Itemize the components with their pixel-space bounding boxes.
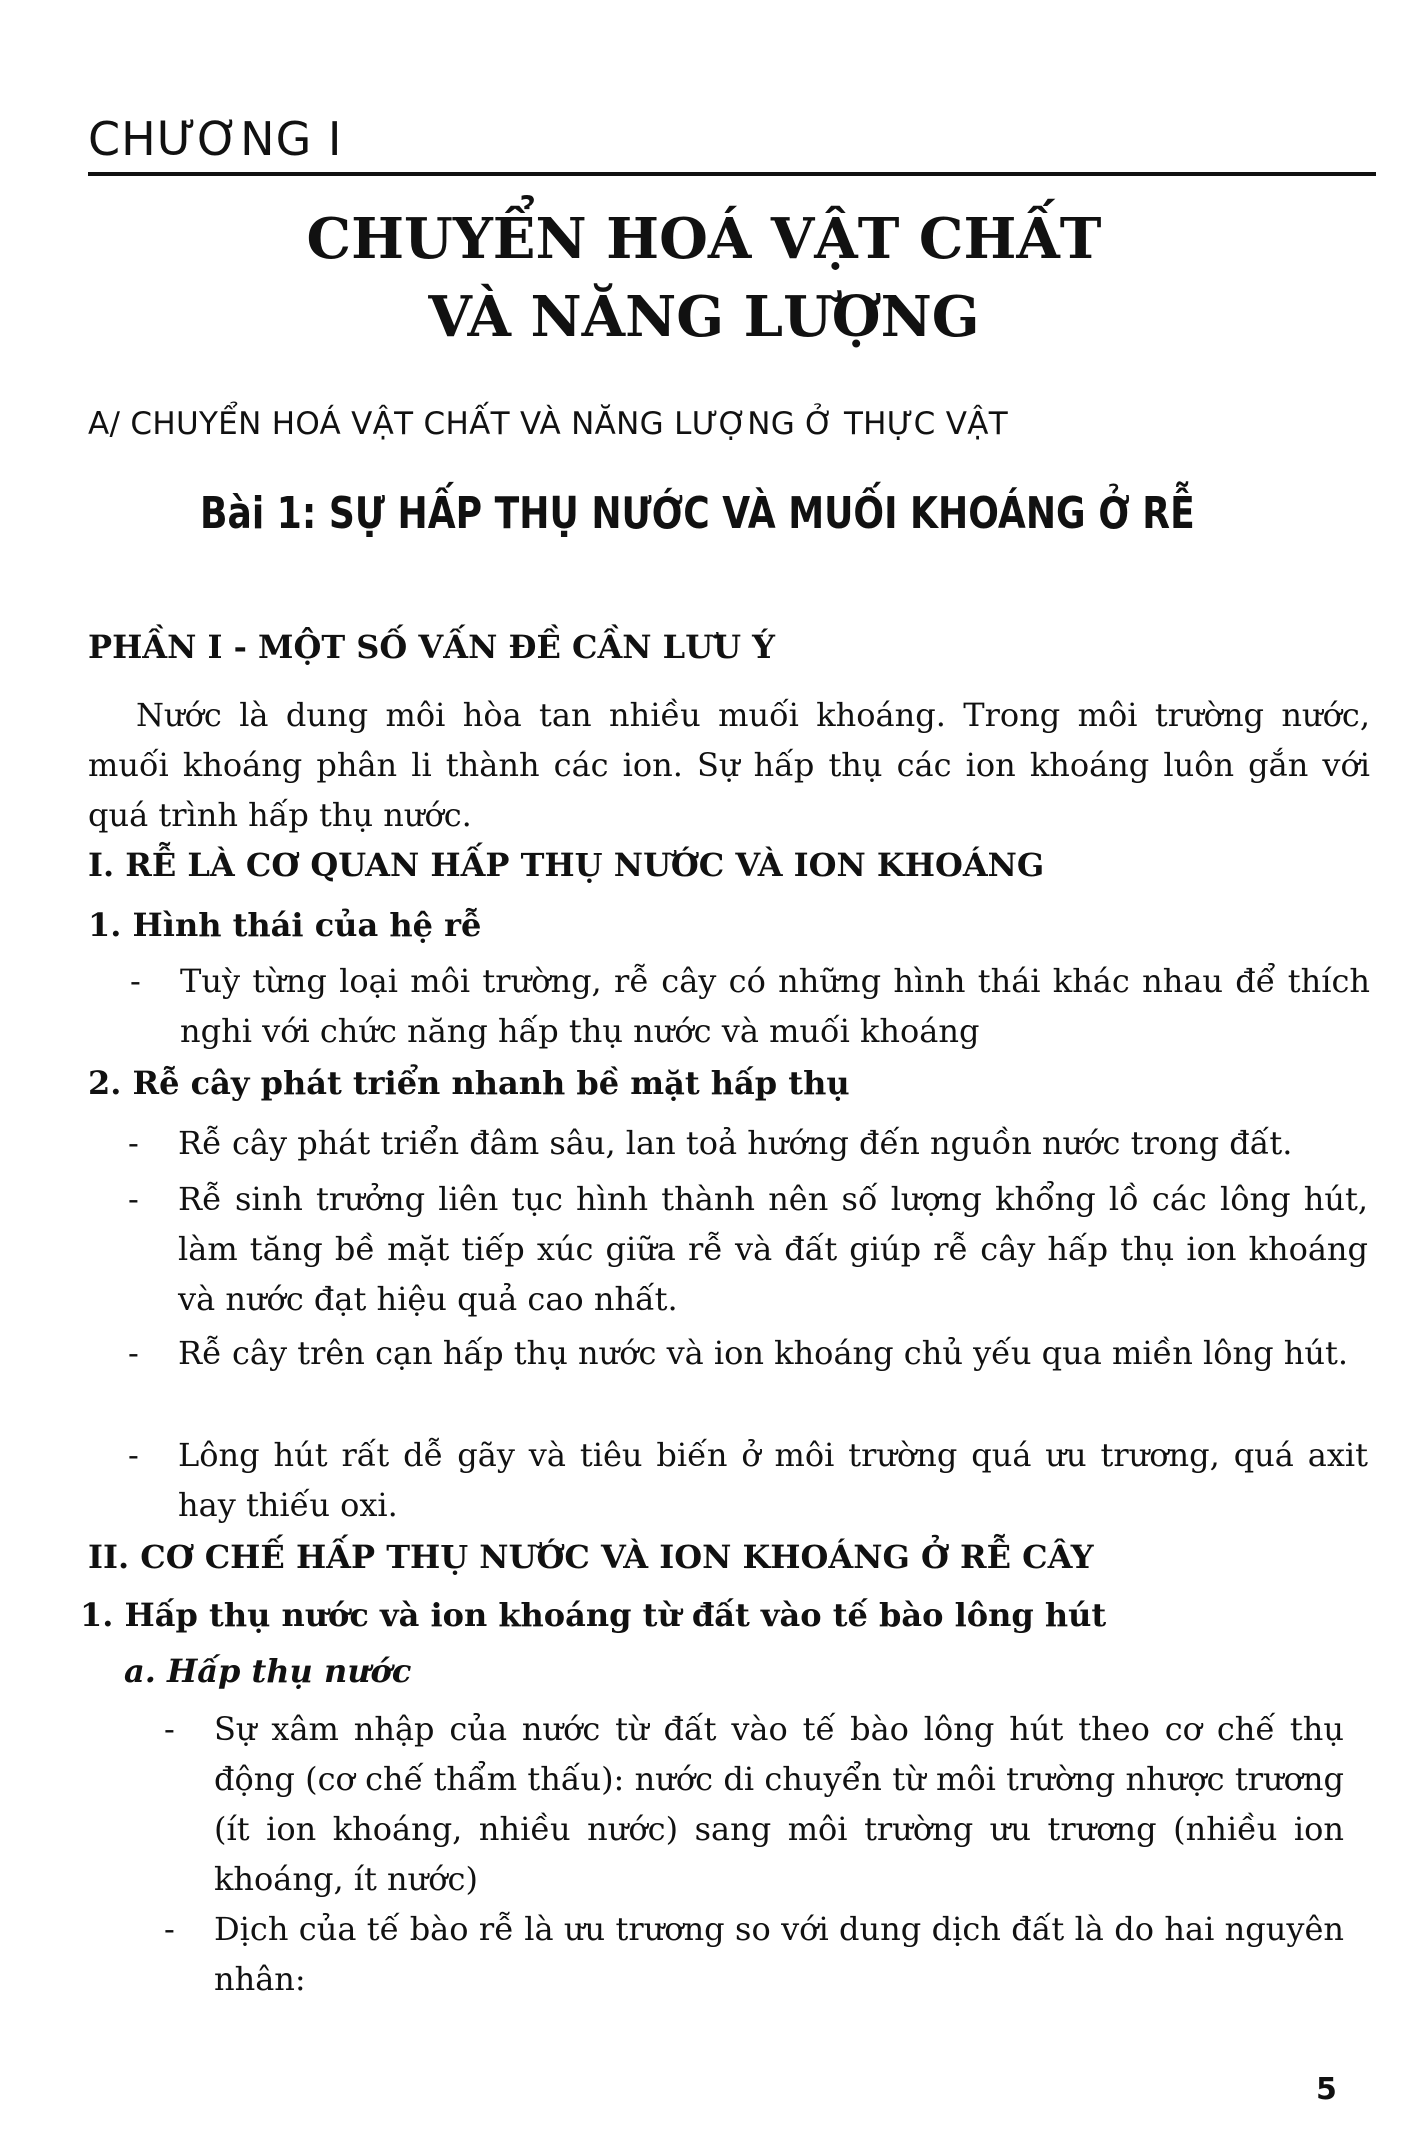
list-item — [128, 1174, 1368, 1324]
section-2-sub-a-title: a. Hấp thụ nước — [124, 1652, 412, 1690]
list-item — [128, 1328, 1368, 1378]
list-item — [128, 1430, 1368, 1530]
section-1-heading: I. RỄ LÀ CƠ QUAN HẤP THỤ NƯỚC VÀ ION KHOÁNG — [88, 846, 1045, 884]
bullet-dash: - — [128, 1334, 139, 1372]
intro-text: Nước là dung môi hòa tan nhiều muối khoáng. Trong môi trường nước, muối khoáng phân li thành các ion. Sự hấp thụ các ion khoáng luôn gắn với quá trình hấp thụ nước. — [88, 696, 1370, 834]
bullet-text: Rễ cây phát triển đâm sâu, lan toả hướng đến nguồn nước trong đất. — [178, 1124, 1293, 1162]
list-item — [164, 1704, 1344, 1904]
bullet-dash: - — [164, 1710, 175, 1748]
chapter-label: CHƯƠNG I — [88, 112, 343, 166]
section-2-sub1-title: 1. Hấp thụ nước và ion khoáng từ đất vào tế bào lông hút — [80, 1596, 1107, 1634]
section-1-sub2-title: 2. Rễ cây phát triển nhanh bề mặt hấp thụ — [88, 1064, 850, 1102]
bullet-text: Rễ cây trên cạn hấp thụ nước và ion khoáng chủ yếu qua miền lông hút. — [178, 1334, 1349, 1372]
list-item — [130, 956, 1370, 1056]
bullet-text: Dịch của tế bào rễ là ưu trương so với dung dịch đất là do hai nguyên nhân: — [214, 1910, 1344, 1998]
bullet-dash: - — [128, 1436, 139, 1474]
bullet-dash: - — [164, 1910, 175, 1948]
bullet-dash: - — [128, 1124, 139, 1162]
list-item — [128, 1118, 1368, 1168]
chapter-title-line1: CHUYỂN HOÁ VẬT CHẤT — [306, 206, 1102, 272]
bullet-text: Lông hút rất dễ gãy và tiêu biến ở môi trường quá ưu trương, quá axit hay thiếu oxi. — [178, 1436, 1368, 1524]
list-item — [164, 1904, 1344, 2004]
section-2-heading: II. CƠ CHẾ HẤP THỤ NƯỚC VÀ ION KHOÁNG Ở RỄ CÂY — [88, 1538, 1094, 1576]
section-a-heading: A/ CHUYỂN HOÁ VẬT CHẤT VÀ NĂNG LƯỢNG Ở THỰC VẬT — [88, 406, 1009, 442]
chapter-title-line2: VÀ NĂNG LƯỢNG — [428, 284, 980, 350]
bullet-text: Sự xâm nhập của nước từ đất vào tế bào lông hút theo cơ chế thụ động (cơ chế thẩm thấu): nước di chuyển từ môi trường nhược trương (ít ion khoáng, nhiều nước) sang môi trường ưu trương (nhiều ion khoáng, ít nước) — [214, 1710, 1344, 1898]
lesson-title: Bài 1: SỰ HẤP THỤ NƯỚC VÀ MUỐI KHOÁNG Ở RỄ — [200, 488, 1195, 539]
page-number: 5 — [1316, 2072, 1337, 2107]
bullet-text: Tuỳ từng loại môi trường, rễ cây có những hình thái khác nhau để thích nghi với chức năng hấp thụ nước và muối khoáng — [180, 962, 1370, 1050]
intro-paragraph — [88, 690, 1370, 840]
chapter-divider — [88, 172, 1376, 176]
bullet-dash: - — [130, 962, 141, 1000]
bullet-text: Rễ sinh trưởng liên tục hình thành nên số lượng khổng lồ các lông hút, làm tăng bề mặt tiếp xúc giữa rễ và đất giúp rễ cây hấp thụ ion khoáng và nước đạt hiệu quả cao nhất. — [178, 1180, 1368, 1318]
part-heading: PHẦN I - MỘT SỐ VẤN ĐỀ CẦN LƯU Ý — [88, 628, 775, 666]
bullet-dash: - — [128, 1180, 139, 1218]
section-1-sub1-title: 1. Hình thái của hệ rễ — [88, 906, 482, 944]
